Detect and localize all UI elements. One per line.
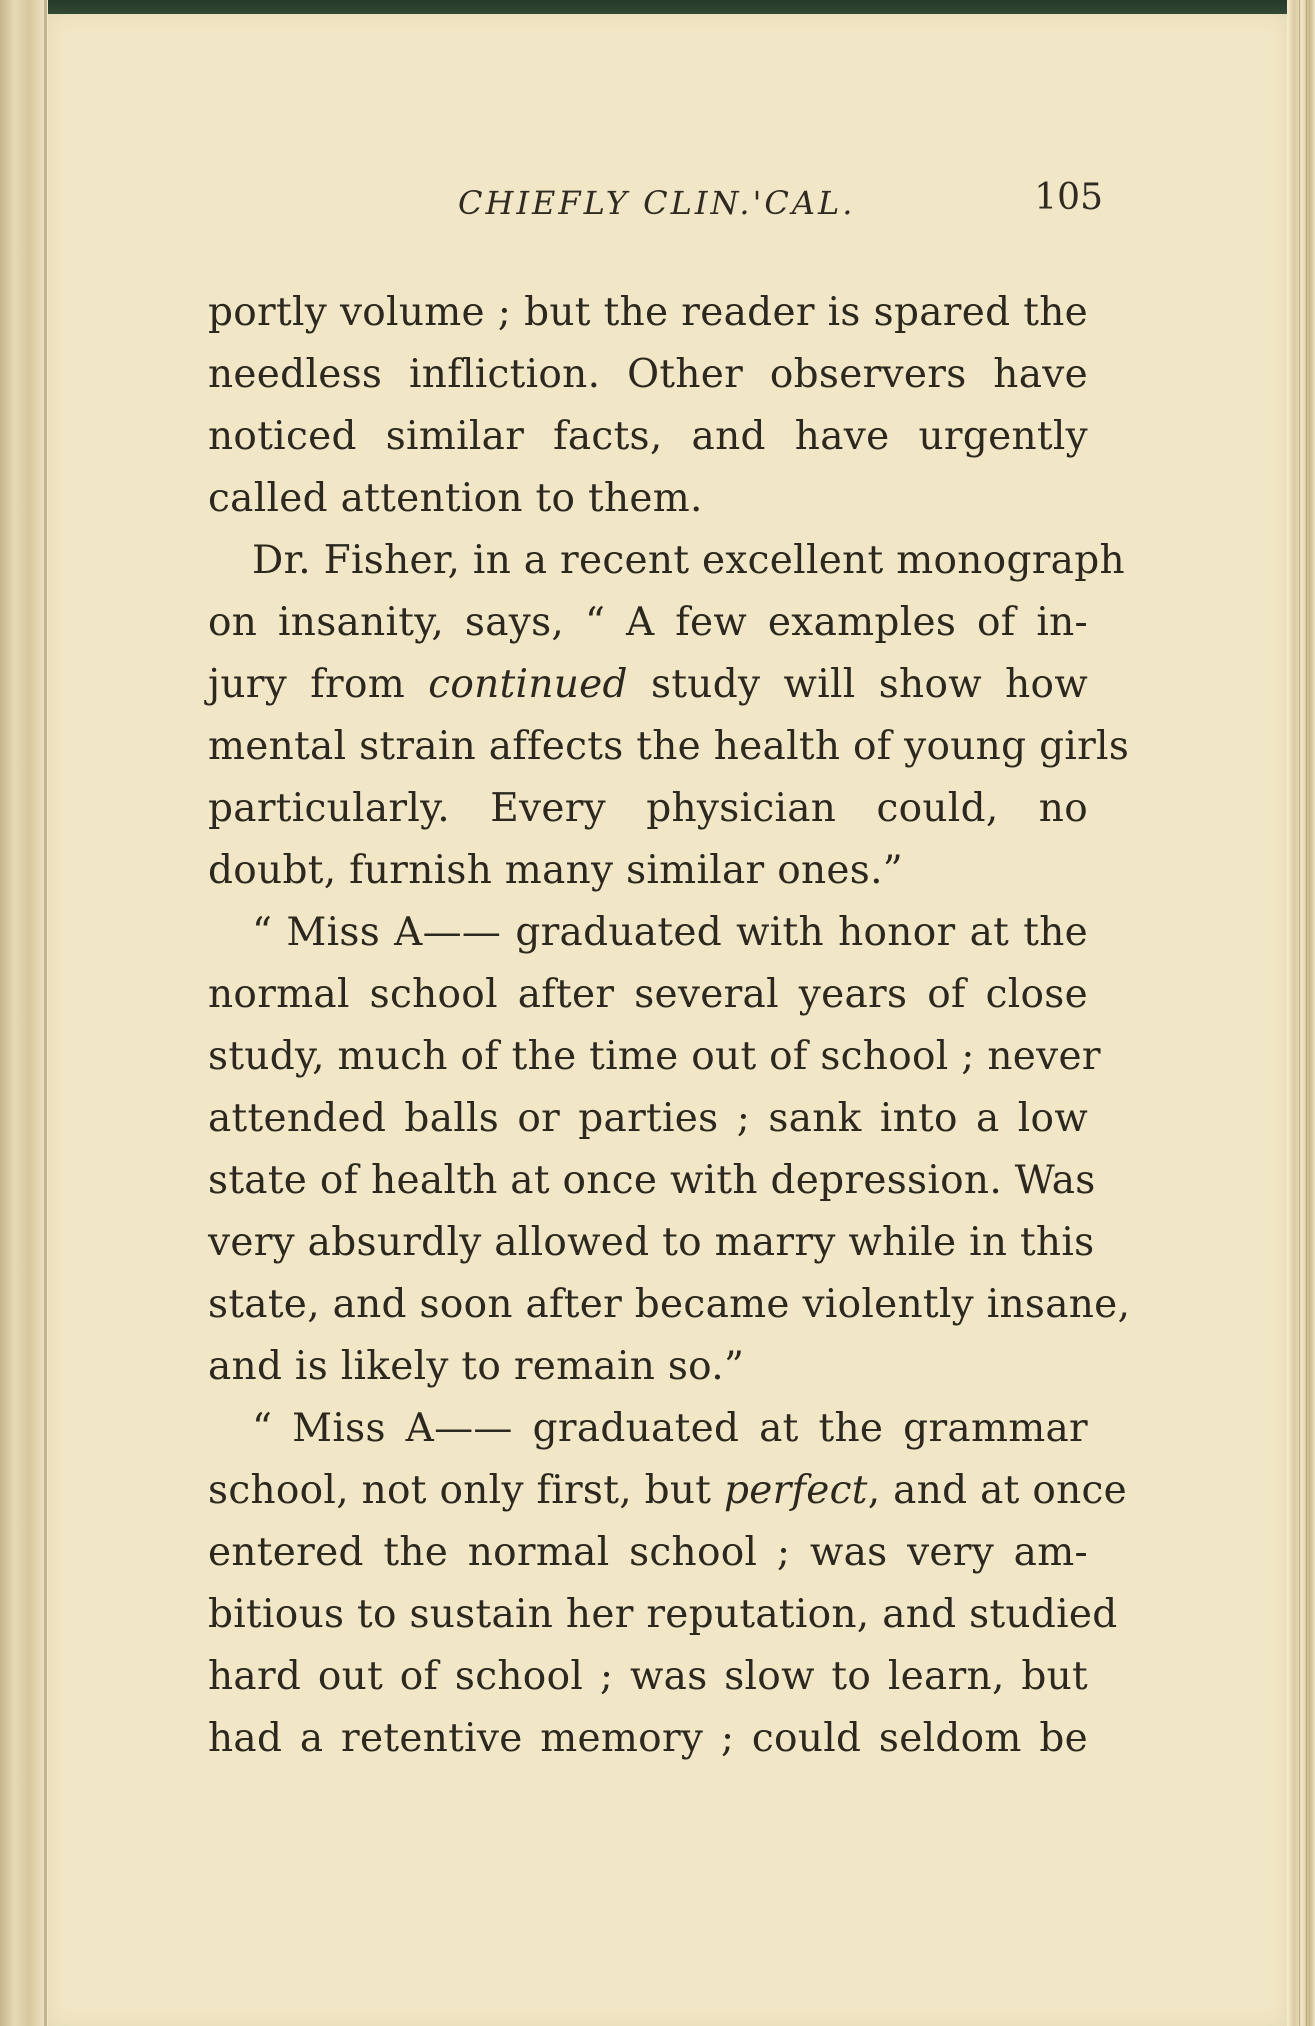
text-line [208, 654, 1088, 716]
text-line: and is likely to remain so.” [208, 1344, 745, 1389]
paragraph-3 [208, 902, 1131, 1398]
text-line: had a retentive memory ; could seldom be [208, 1716, 1088, 1761]
text-fragment: school, not only first, but [208, 1468, 724, 1513]
text-line: “ Miss A—— graduated at the grammar [252, 1406, 1088, 1451]
left-gutter [0, 0, 48, 2026]
text-line: called attention to them. [208, 476, 703, 521]
emphasis-text: perfect [723, 1468, 868, 1513]
page-stack-edge [1287, 0, 1315, 2026]
text-line: hard out of school ; was slow to learn, but [208, 1654, 1088, 1699]
text-line: noticed similar facts, and have urgently [208, 414, 1088, 459]
page-number: 105 [1034, 177, 1103, 218]
bottom-margin [48, 1776, 1287, 2026]
text-fragment: study will show how [627, 662, 1088, 707]
text-line: mental strain affects the health of young girls [208, 724, 1130, 769]
text-fragment: jury from [208, 662, 429, 707]
printed-page [48, 14, 1287, 2026]
body-text [208, 282, 1131, 1770]
text-line: portly volume ; but the reader is spared the [208, 290, 1088, 335]
emphasis-text: continued [428, 662, 628, 707]
text-line: doubt, furnish many similar ones.” [208, 848, 904, 893]
text-line: on insanity, says, “ A few examples of in- [208, 600, 1088, 645]
text-line: state of health at once with depression. Was [208, 1158, 1096, 1203]
paragraph-4 [208, 1398, 1128, 1770]
text-line: entered the normal school ; was very am- [208, 1530, 1088, 1575]
text-fragment: , and at once [867, 1468, 1128, 1513]
text-line: Dr. Fisher, in a recent excellent monograph [252, 538, 1125, 583]
running-head: CHIEFLY CLIN.'CAL. [458, 184, 856, 222]
text-line: normal school after several years of close [208, 972, 1088, 1017]
text-line: bitious to sustain her reputation, and studied [208, 1592, 1118, 1637]
paragraph-1 [208, 282, 1088, 530]
text-line: state, and soon after became violently insane, [208, 1282, 1131, 1327]
text-line: particularly. Every physician could, no [208, 786, 1088, 831]
text-line: very absurdly allowed to marry while in this [208, 1220, 1095, 1265]
page-stack-line [1299, 0, 1300, 2026]
gutter-shadow-line [44, 0, 47, 2026]
text-line [208, 1460, 1128, 1522]
book-cover-edge [0, 0, 1315, 14]
page-stack-line [1306, 0, 1307, 2026]
text-line: study, much of the time out of school ; never [208, 1034, 1101, 1079]
page-header [203, 177, 1103, 244]
text-line: attended balls or parties ; sank into a low [208, 1096, 1088, 1141]
text-line: needless infliction. Other observers have [208, 352, 1088, 397]
paragraph-2 [208, 530, 1130, 902]
text-line: “ Miss A—— graduated with honor at the [252, 910, 1088, 955]
